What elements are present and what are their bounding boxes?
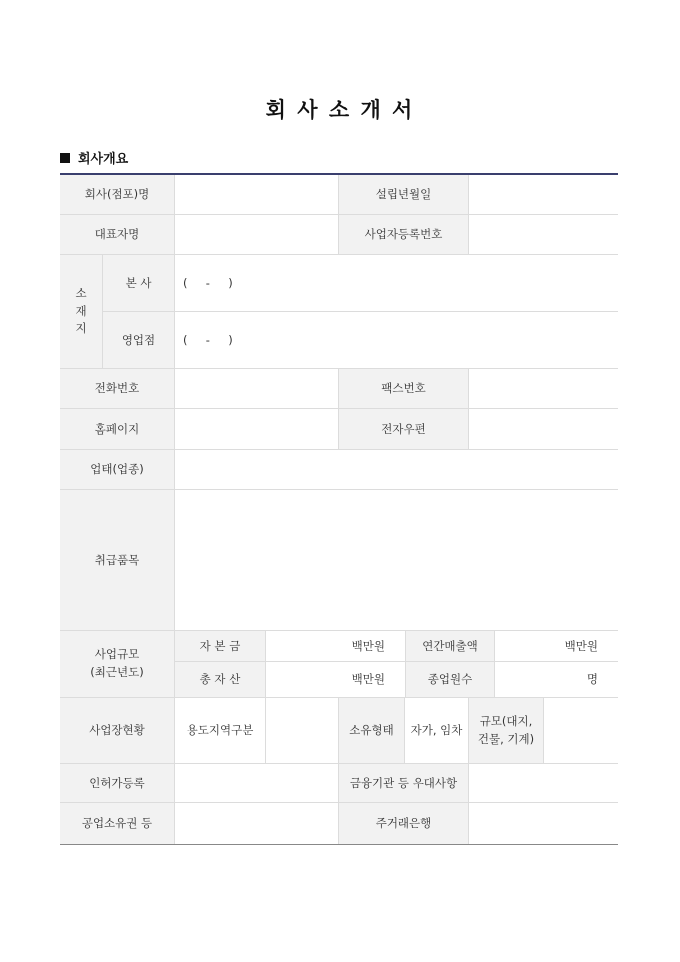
zoning-field[interactable] [266, 698, 339, 764]
fax-field[interactable] [469, 369, 618, 409]
branch-label: 영업점 [103, 312, 175, 369]
ceo-label: 대표자명 [60, 215, 175, 255]
head-office-label: 본 사 [103, 255, 175, 312]
capital-label: 자 본 금 [175, 631, 266, 662]
annual-sales-field[interactable]: 백만원 [495, 631, 618, 662]
ownership-label: 소유형태 [339, 698, 405, 764]
size-label [469, 698, 544, 764]
industrial-ip-field[interactable] [175, 803, 339, 844]
size-label-line2: 건물, 기계) [477, 731, 535, 746]
email-field[interactable] [469, 409, 618, 450]
fax-label: 팩스번호 [339, 369, 469, 409]
head-office-address-field[interactable]: ( - ) [175, 255, 618, 312]
email-label: 전자우편 [339, 409, 469, 450]
phone-label: 전화번호 [60, 369, 175, 409]
document-title: 회 사 소 개 서 [265, 98, 415, 122]
scale-label-line1: 사업규모 [94, 647, 140, 662]
business-type-field[interactable] [175, 450, 618, 490]
founded-field[interactable] [469, 175, 618, 215]
location-char-1: 소 [75, 285, 87, 300]
size-label-line1: 규모(대지, [479, 713, 533, 728]
size-field[interactable] [544, 698, 618, 764]
total-assets-label: 총 자 산 [175, 662, 266, 698]
employees-label: 종업원수 [406, 662, 495, 698]
employees-field[interactable]: 명 [495, 662, 618, 698]
permits-field[interactable] [175, 764, 339, 803]
homepage-label: 홈페이지 [60, 409, 175, 450]
location-char-2: 재 [75, 303, 87, 318]
scale-label [60, 631, 175, 698]
phone-field[interactable] [175, 369, 339, 409]
annual-sales-label: 연간매출액 [406, 631, 495, 662]
total-assets-field[interactable]: 백만원 [266, 662, 406, 698]
section-heading [60, 148, 128, 167]
company-name-label: 회사(점포)명 [60, 175, 175, 215]
company-name-field[interactable] [175, 175, 339, 215]
scale-label-line2: (최근년도) [90, 665, 144, 679]
permits-label: 인허가등록 [60, 764, 175, 803]
biz-reg-no-label: 사업자등록번호 [339, 215, 469, 255]
preferential-field[interactable] [469, 764, 618, 803]
founded-label: 설립년월일 [339, 175, 469, 215]
business-type-label: 업태(업종) [60, 450, 175, 490]
branch-address-field[interactable]: ( - ) [175, 312, 618, 369]
biz-reg-no-field[interactable] [469, 215, 618, 255]
site-status-label: 사업장현황 [60, 698, 175, 764]
company-overview-table [60, 173, 618, 845]
preferential-label: 금융기관 등 우대사항 [339, 764, 469, 803]
industrial-ip-label: 공업소유권 등 [60, 803, 175, 844]
square-bullet-icon [60, 153, 70, 163]
zoning-label: 용도지역구분 [175, 698, 266, 764]
main-bank-field[interactable] [469, 803, 618, 844]
location-label [60, 255, 103, 369]
items-field[interactable] [175, 490, 618, 631]
main-bank-label: 주거래은행 [339, 803, 469, 844]
section-heading-text: 회사개요 [78, 152, 129, 167]
table-bottom-rule [60, 844, 618, 845]
homepage-field[interactable] [175, 409, 339, 450]
ceo-field[interactable] [175, 215, 339, 255]
items-label: 취급품목 [60, 490, 175, 631]
capital-field[interactable]: 백만원 [266, 631, 406, 662]
ownership-value[interactable]: 자가, 임차 [405, 698, 469, 764]
location-char-3: 지 [75, 321, 87, 336]
